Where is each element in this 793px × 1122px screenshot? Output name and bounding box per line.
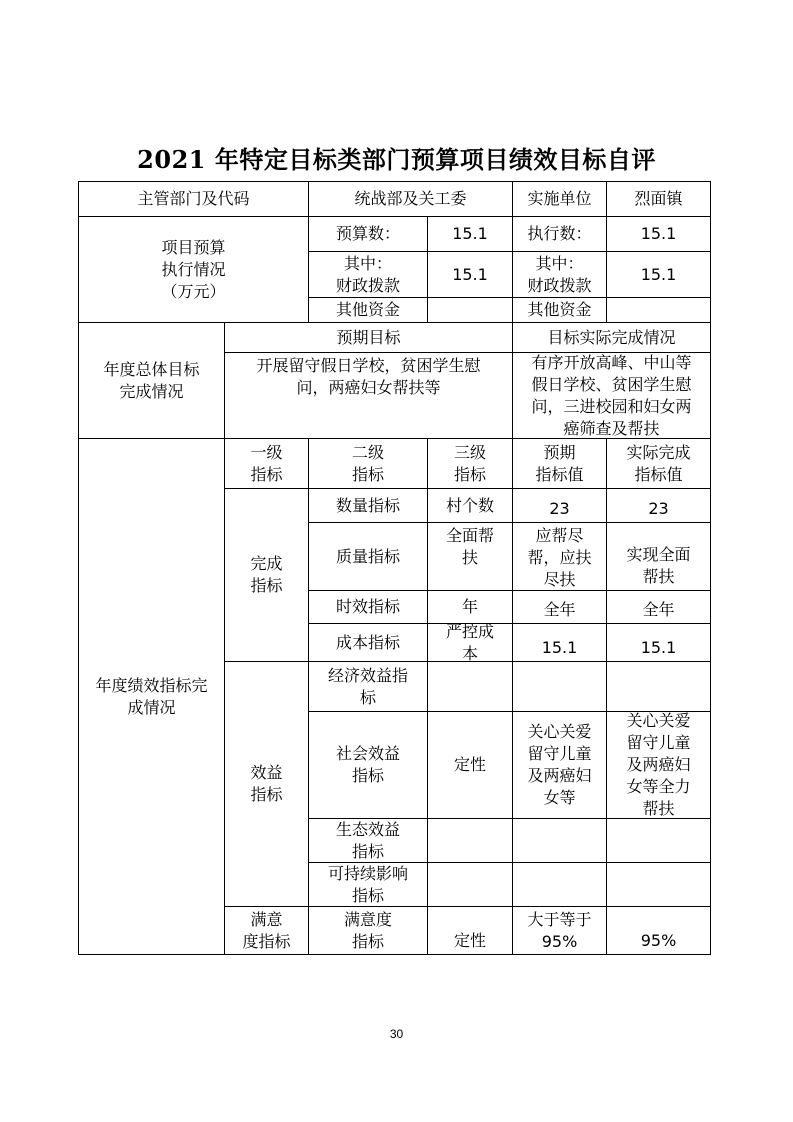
table-row-level3 <box>427 661 513 712</box>
table-row-level2: 成本指标 <box>308 623 428 662</box>
annual-goal-label: 年度总体目标 完成情况 <box>78 322 225 439</box>
other-funds-label-2: 其他资金 <box>512 297 607 323</box>
unit-value: 烈面镇 <box>606 181 711 217</box>
table-row-actual <box>606 862 711 907</box>
table-row-level3 <box>427 862 513 907</box>
table-row-level3 <box>427 818 513 863</box>
table-row-level2: 生态效益 指标 <box>308 818 428 863</box>
col-level3-header: 三级 指标 <box>427 438 513 489</box>
table-row-expected: 应帮尽 帮，应扶 尽扶 <box>512 522 607 591</box>
table-row-actual: 95% <box>606 906 711 955</box>
table-row-expected <box>512 818 607 863</box>
table-row-level3: 村个数 <box>427 488 513 523</box>
col-expected-header: 预期 指标值 <box>512 438 607 489</box>
exec-label: 执行数： <box>512 216 607 252</box>
table-row-actual <box>606 818 711 863</box>
table-row-actual: 全年 <box>606 590 711 624</box>
fiscal-label-1: 其中： 财政拨款 <box>308 251 428 298</box>
other-funds-label-1: 其他资金 <box>308 297 428 323</box>
table-row-level2: 时效指标 <box>308 590 428 624</box>
table-row-expected <box>512 862 607 907</box>
table-row-expected: 23 <box>512 488 607 523</box>
col-level2-header: 二级 指标 <box>308 438 428 489</box>
actual-goal-header: 目标实际完成情况 <box>512 322 711 353</box>
unit-label: 实施单位 <box>512 181 607 217</box>
table-row-level3: 定性 <box>427 906 513 955</box>
table-row-actual: 实现全面 帮扶 <box>606 522 711 591</box>
budget-value: 15.1 <box>427 216 513 252</box>
table-row-level2: 可持续影响 指标 <box>308 862 428 907</box>
table-row-actual: 关心关爱 留守儿童 及两癌妇 女等全力 帮扶 <box>606 711 711 819</box>
table-row-level3: 全面帮 扶 <box>427 522 513 591</box>
page-title: 2021 年特定目标类部门预算项目绩效目标自评 <box>137 145 656 174</box>
table-row-actual: 23 <box>606 488 711 523</box>
table-row-level2: 质量指标 <box>308 522 428 591</box>
table-row-expected: 全年 <box>512 590 607 624</box>
expected-goal-header: 预期目标 <box>224 322 513 353</box>
benefit-indicators-label: 效益 指标 <box>224 661 309 907</box>
expected-goal-text: 开展留守假日学校，贫困学生慰 问，两癌妇女帮扶等 <box>224 352 513 439</box>
dept-value: 统战部及关工委 <box>308 181 513 217</box>
table-row-level2: 社会效益 指标 <box>308 711 428 819</box>
table-row-level2: 经济效益指 标 <box>308 661 428 712</box>
dept-label: 主管部门及代码 <box>78 181 309 217</box>
fiscal-value-2: 15.1 <box>606 251 711 298</box>
fiscal-value-1: 15.1 <box>427 251 513 298</box>
table-row-level3: 定性 <box>427 711 513 819</box>
page-number: 30 <box>389 1027 404 1041</box>
table-row-expected: 15.1 <box>512 623 607 662</box>
table-row-level2: 数量指标 <box>308 488 428 523</box>
completion-indicators-label: 完成 指标 <box>224 488 309 662</box>
exec-value: 15.1 <box>606 216 711 252</box>
col-actual-header: 实际完成 指标值 <box>606 438 711 489</box>
table-row-actual: 15.1 <box>606 623 711 662</box>
other-funds-value-1 <box>427 297 513 323</box>
col-level1-header: 一级 指标 <box>224 438 309 489</box>
table-row-level3: 年 <box>427 590 513 624</box>
actual-goal-text: 有序开放高峰、中山等 假日学校、贫困学生慰 问，三进校园和妇女两 癌筛查及帮扶 <box>512 352 711 439</box>
budget-exec-label: 项目预算 执行情况 （万元） <box>78 216 309 323</box>
fiscal-label-2: 其中： 财政拨款 <box>512 251 607 298</box>
table-row-level3: 严控成 本 <box>427 623 513 662</box>
table-row-expected <box>512 661 607 712</box>
satisfaction-indicators-label: 满意 度指标 <box>224 906 309 955</box>
performance-table <box>78 181 711 955</box>
table-row-level2: 满意度 指标 <box>308 906 428 955</box>
table-row-expected: 大于等于 95% <box>512 906 607 955</box>
indicator-section-label: 年度绩效指标完 成情况 <box>78 438 225 955</box>
other-funds-value-2 <box>606 297 711 323</box>
budget-label: 预算数： <box>308 216 428 252</box>
table-row-expected: 关心关爱 留守儿童 及两癌妇 女等 <box>512 711 607 819</box>
table-row-actual <box>606 661 711 712</box>
